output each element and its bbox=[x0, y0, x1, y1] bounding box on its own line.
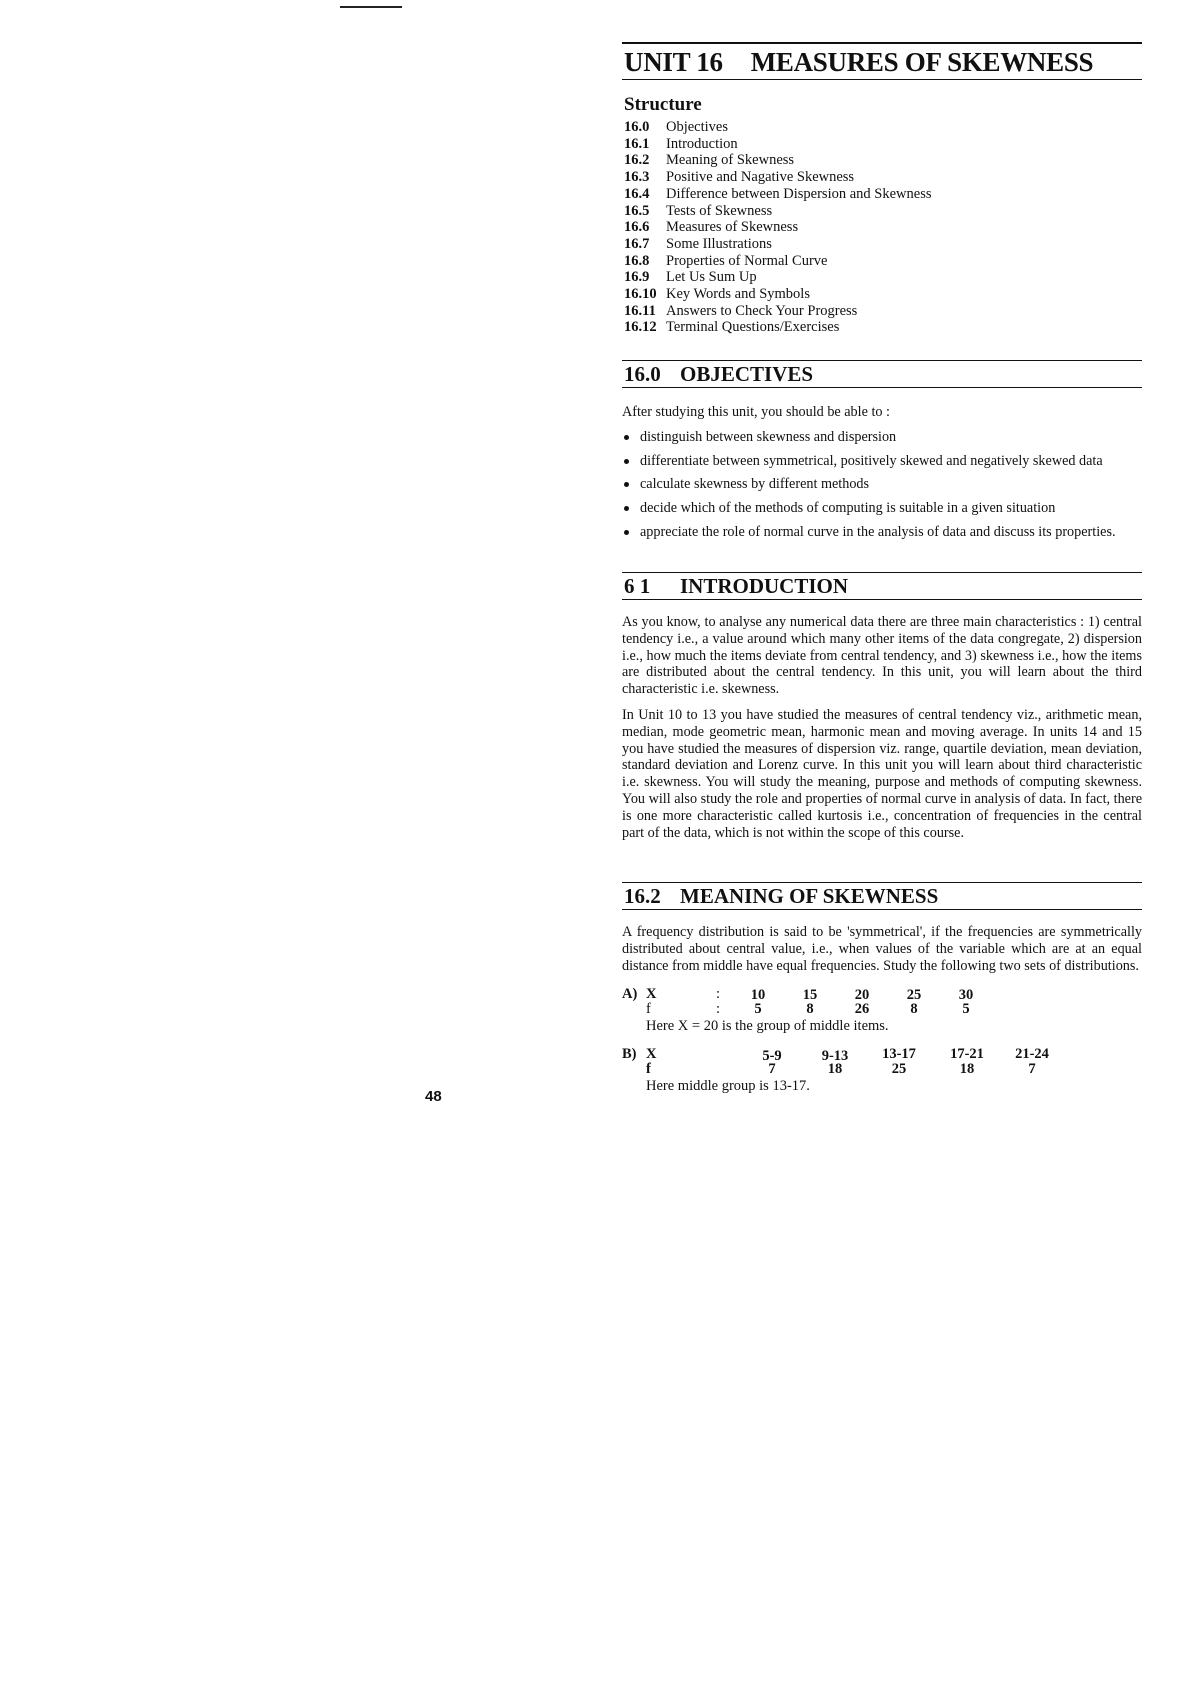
x-value: 30 bbox=[958, 987, 974, 1004]
objectives-heading: 16.0 OBJECTIVES bbox=[622, 360, 1142, 388]
x-value: 17-21 bbox=[950, 1046, 984, 1063]
f-value: 7 bbox=[768, 1061, 776, 1078]
colon: : bbox=[716, 1001, 721, 1018]
f-value: 8 bbox=[910, 1001, 918, 1018]
structure-item: 16.5 Tests of Skewness bbox=[624, 202, 773, 219]
f-value: 7 bbox=[1028, 1061, 1036, 1078]
x-value: 5-9 bbox=[762, 1048, 782, 1065]
structure-item: 16.4 Difference between Dispersion and Skewness bbox=[624, 185, 932, 202]
f-value: 5 bbox=[962, 1001, 970, 1018]
f-label: f bbox=[646, 1001, 651, 1018]
objective-item: appreciate the role of normal curve in the analysis of data and discuss its properties. bbox=[622, 524, 1142, 541]
x-value: 25 bbox=[906, 987, 922, 1004]
structure-item: 16.11 Answers to Check Your Progress bbox=[624, 302, 858, 319]
f-value: 25 bbox=[891, 1061, 907, 1078]
page-number: 48 bbox=[425, 1088, 442, 1105]
objectives-lead: After studying this unit, you should be able to : bbox=[622, 404, 890, 420]
introduction-paragraph: As you know, to analyse any numerical data there are three main characteristics : 1) central tendency i.e., a value around which many other items of the data congregate, 2) dispersion i.e., how much the items deviate from central tendency, and 3) skewness i.e., how the items are distributed about the central tendency. In this unit, you will learn about the third characteristic i.e. skewness. bbox=[622, 614, 1142, 698]
x-label: X bbox=[646, 986, 657, 1003]
structure-item: 16.3 Positive and Nagative Skewness bbox=[624, 169, 855, 186]
objectives-section bbox=[622, 360, 1142, 548]
x-value: 21-24 bbox=[1015, 1046, 1049, 1063]
distribution-b bbox=[622, 1046, 1142, 1094]
x-value: 10 bbox=[750, 987, 766, 1004]
x-value: 20 bbox=[854, 987, 870, 1004]
x-value: 15 bbox=[802, 987, 818, 1004]
bullet-icon bbox=[624, 482, 629, 487]
distribution-note: Here X = 20 is the group of middle items. bbox=[646, 1018, 889, 1035]
f-label: f bbox=[646, 1061, 651, 1078]
x-label: X bbox=[646, 1046, 657, 1063]
objective-item: calculate skewness by different methods bbox=[622, 476, 1142, 493]
introduction-paragraph: In Unit 10 to 13 you have studied the measures of central tendency viz., arithmetic mean, median, mode geometric mean, harmonic mean and moving average. In units 14 and 15 you have studied the measures of dispersion viz. range, quartile deviation, mean deviation, standard deviation and Lorenz curve. In this unit you will learn about third characteristic i.e. skewness. You will study the meaning, purpose and methods of computing skewness. You will also study the role and properties of normal curve in analysis of data. In fact, there is one more characteristic called kurtosis i.e., concentration of frequencies in the central part of the data, which is not within the scope of this course. bbox=[622, 706, 1142, 841]
colon: : bbox=[716, 986, 721, 1003]
structure-item: 16.10 Key Words and Symbols bbox=[624, 286, 810, 303]
bullet-icon bbox=[624, 530, 629, 535]
introduction-section bbox=[622, 572, 1142, 841]
structure-item: 16.9 Let Us Sum Up bbox=[624, 269, 757, 286]
structure-item: 16.7 Some Illustrations bbox=[624, 235, 772, 252]
introduction-heading: 6 1 INTRODUCTION bbox=[622, 572, 1142, 600]
structure-item: 16.1 Introduction bbox=[624, 135, 738, 152]
structure-item: 16.12 Terminal Questions/Exercises bbox=[624, 319, 840, 336]
meaning-paragraph: A frequency distribution is said to be 'symmetrical', if the frequencies are symmetrically distributed about central value, i.e., when values of the variable which are at an equal distance from middle have equal frequencies. Study the following two sets of distributions. bbox=[622, 924, 1142, 974]
structure-item: 16.6 Measures of Skewness bbox=[624, 219, 799, 236]
structure-item: 16.0 Objectives bbox=[624, 119, 729, 135]
bullet-icon bbox=[624, 459, 629, 464]
objectives-list bbox=[622, 429, 1142, 541]
objective-item: differentiate between symmetrical, positively skewed and negatively skewed data bbox=[622, 453, 1142, 470]
bullet-icon bbox=[624, 506, 629, 511]
x-value: 9-13 bbox=[821, 1048, 849, 1065]
distribution-label: B) bbox=[622, 1046, 637, 1063]
x-value: 13-17 bbox=[882, 1046, 916, 1063]
f-value: 18 bbox=[959, 1061, 975, 1078]
f-value: 18 bbox=[827, 1061, 843, 1078]
bullet-icon bbox=[624, 435, 629, 440]
unit-title bbox=[622, 42, 1142, 80]
structure-item: 16.8 Properties of Normal Curve bbox=[624, 252, 828, 269]
main-column bbox=[622, 42, 1142, 1095]
unit-name: MEASURES OF SKEWNESS bbox=[750, 47, 1094, 77]
f-value: 5 bbox=[754, 1001, 762, 1018]
f-value: 26 bbox=[854, 1001, 870, 1018]
meaning-heading: 16.2 MEANING OF SKEWNESS bbox=[622, 882, 1142, 910]
unit-label: UNIT 16 bbox=[624, 47, 723, 77]
distribution-note: Here middle group is 13-17. bbox=[646, 1078, 810, 1095]
meaning-section bbox=[622, 882, 1142, 1094]
structure-item: 16.2 Meaning of Skewness bbox=[624, 152, 795, 169]
objective-item: distinguish between skewness and dispersion bbox=[622, 429, 1142, 446]
distribution-label: A) bbox=[622, 986, 638, 1003]
objective-item: decide which of the methods of computing is suitable in a given situation bbox=[622, 500, 1142, 517]
f-value: 8 bbox=[806, 1001, 814, 1018]
structure-list bbox=[624, 119, 1142, 336]
distribution-a bbox=[622, 986, 1142, 1034]
structure-title: Structure bbox=[624, 94, 702, 115]
top-margin-rule bbox=[340, 6, 402, 8]
